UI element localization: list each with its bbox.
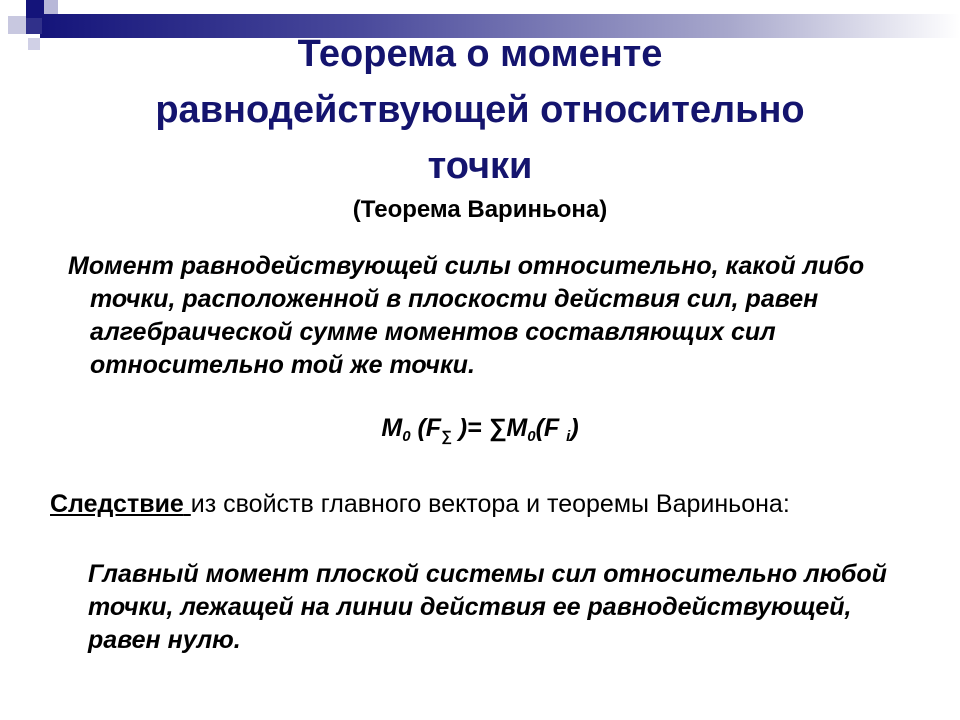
corner-square-dark <box>26 0 44 18</box>
title-line-3: точки <box>427 145 533 187</box>
slide-subtitle: (Теорема Вариньона) <box>352 196 608 223</box>
corollary-space <box>184 490 191 518</box>
corner-square-light <box>44 0 58 14</box>
formula-sub-sum: ∑ <box>441 428 452 445</box>
formula-close: ) <box>570 414 579 442</box>
formula-mid: )= ∑M <box>451 414 528 442</box>
formula-m: M <box>381 414 403 442</box>
formula-open: (F <box>410 414 442 442</box>
title-line-1: Теорема о моменте <box>297 33 663 75</box>
formula <box>0 410 960 446</box>
formula-sub-0: 0 <box>402 428 411 445</box>
corollary-statement: Главный момент плоской системы сил относительно любой точки, лежащей на линии действия ее равнодействующей, равен нулю. <box>88 560 887 654</box>
formula-sub-i: i <box>566 428 571 445</box>
slide-title <box>0 26 960 194</box>
title-line-2: равнодействующей относительно <box>155 89 805 131</box>
corollary <box>50 488 948 521</box>
formula-sub-0b: 0 <box>527 428 536 445</box>
corollary-keyword: Следствие <box>50 490 184 518</box>
corollary-text: из свойств главного вектора и теоремы Вариньона: <box>190 490 790 518</box>
theorem-statement: Момент равнодействующей силы относительно, какой либо точки, расположенной в плоскости действия сил, равен алгебраической сумме моментов составляющих сил относительно той же точки. <box>68 252 865 379</box>
formula-open2: (F <box>535 414 567 442</box>
